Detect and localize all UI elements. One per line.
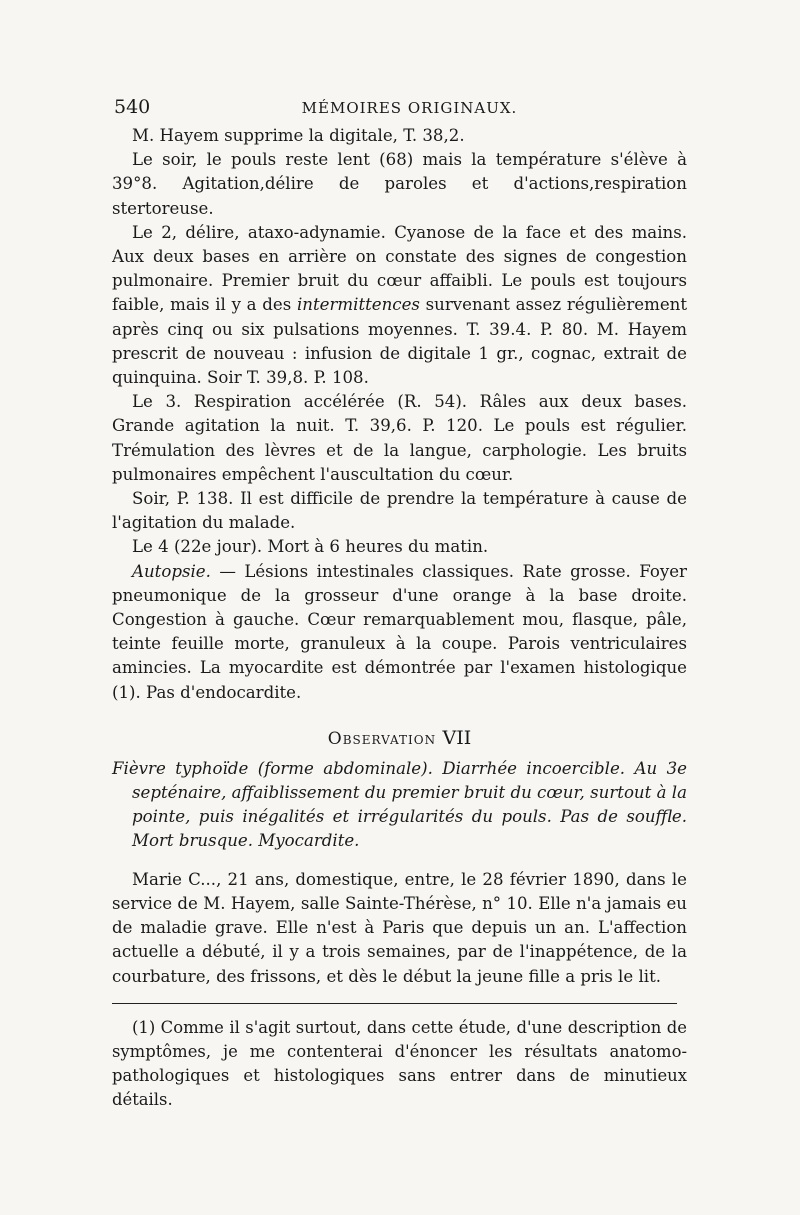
paragraph-text: M. Hayem supprime la digitale, T. 38,2. bbox=[132, 126, 465, 145]
observation-number: VII bbox=[442, 726, 472, 749]
paragraph-text: Le 3. Respiration accélérée (R. 54). Râles aux deux bases. Grande agitation la nuit. T. 39,6. P. 120. Le pouls est régulier. Trémulation des lèvres et de la langue, carphologie. Les bruits pulmonaires empêchent l'auscultation du cœur. bbox=[112, 392, 687, 484]
italic-text: Autopsie. bbox=[132, 561, 211, 581]
observation-heading bbox=[112, 727, 687, 749]
case-section bbox=[112, 868, 687, 989]
paragraph-text: Le soir, le pouls reste lent (68) mais la température s'élève à 39°8. Agitation,délire de paroles et d'actions,respiration stertoreuse. bbox=[112, 150, 687, 218]
paragraph bbox=[112, 390, 687, 487]
paragraph bbox=[112, 487, 687, 535]
paragraph bbox=[112, 124, 687, 148]
paragraph bbox=[112, 148, 687, 221]
page bbox=[112, 96, 687, 1113]
body-text bbox=[112, 124, 687, 705]
footnote-text: (1) Comme il s'agit surtout, dans cette étude, d'une description de symptômes, je me contenterai d'énoncer les résultats anatomo-pathologiques et histologiques sans entrer dans de minutieux détails. bbox=[112, 1017, 687, 1110]
page-number: 540 bbox=[114, 96, 151, 118]
observation-label: Observation bbox=[327, 728, 437, 749]
paragraph-text: Le 2, délire, ataxo-adynamie. Cyanose de la face et des mains. Aux deux bases en arrière on constate des signes de congestion pulmonaire. Premier bruit du cœur affaibli. Le pouls est toujours faible, mais il y a des bbox=[112, 222, 687, 315]
paragraph bbox=[112, 535, 687, 559]
footnote bbox=[112, 1016, 687, 1113]
paragraph-text: — Lésions intestinales classiques. Rate grosse. Foyer pneumonique de la grosseur d'une orange à la base droite. Congestion à gauche. Cœur remarquablement mou, flasque, pâle, teinte feuille morte, granuleux à la coupe. Parois ventriculaires amincies. La myocardite est démontrée par l'examen histologique (1). Pas d'endocardite. bbox=[112, 561, 687, 702]
italic-text: intermittences bbox=[296, 295, 420, 315]
paragraph-text: survenant assez régulièrement après cinq ou six pulsations moyennes. T. 39.4. P. 80. M. Hayem prescrit de nouveau : infusion de digitale 1 gr., cognac, extrait de quinquina. Soir T. 39,8. P. 108. bbox=[112, 295, 687, 388]
footnote-rule bbox=[112, 1003, 677, 1004]
running-title: MÉMOIRES ORIGINAUX. bbox=[301, 99, 518, 117]
case-paragraph: Marie C..., 21 ans, domestique, entre, le 28 février 1890, dans le service de M. Hayem, salle Sainte-Thérèse, n° 10. Elle n'a jamais eu de maladie grave. Elle n'est à Paris que depuis un an. L'affection actuelle a débuté, il y a trois semaines, par de l'inappétence, de la courbature, des frissons, et dès le début la jeune fille a pris le lit. bbox=[112, 869, 687, 986]
observation-summary: Fièvre typhoïde (forme abdominale). Diarrhée incoercible. Au 3e septénaire, affaiblissement du premier bruit du cœur, surtout à la pointe, puis inégalités et irrégularités du pouls. Pas de souffle. Mort brusque. Myocardite. bbox=[112, 758, 687, 851]
paragraph bbox=[112, 560, 687, 705]
paragraph-text: Le 4 (22e jour). Mort à 6 heures du matin. bbox=[132, 537, 489, 557]
paragraph-text: Soir, P. 138. Il est difficile de prendre la température à cause de l'agitation du malade. bbox=[112, 489, 687, 533]
page-header bbox=[112, 96, 687, 124]
paragraph bbox=[112, 221, 687, 390]
